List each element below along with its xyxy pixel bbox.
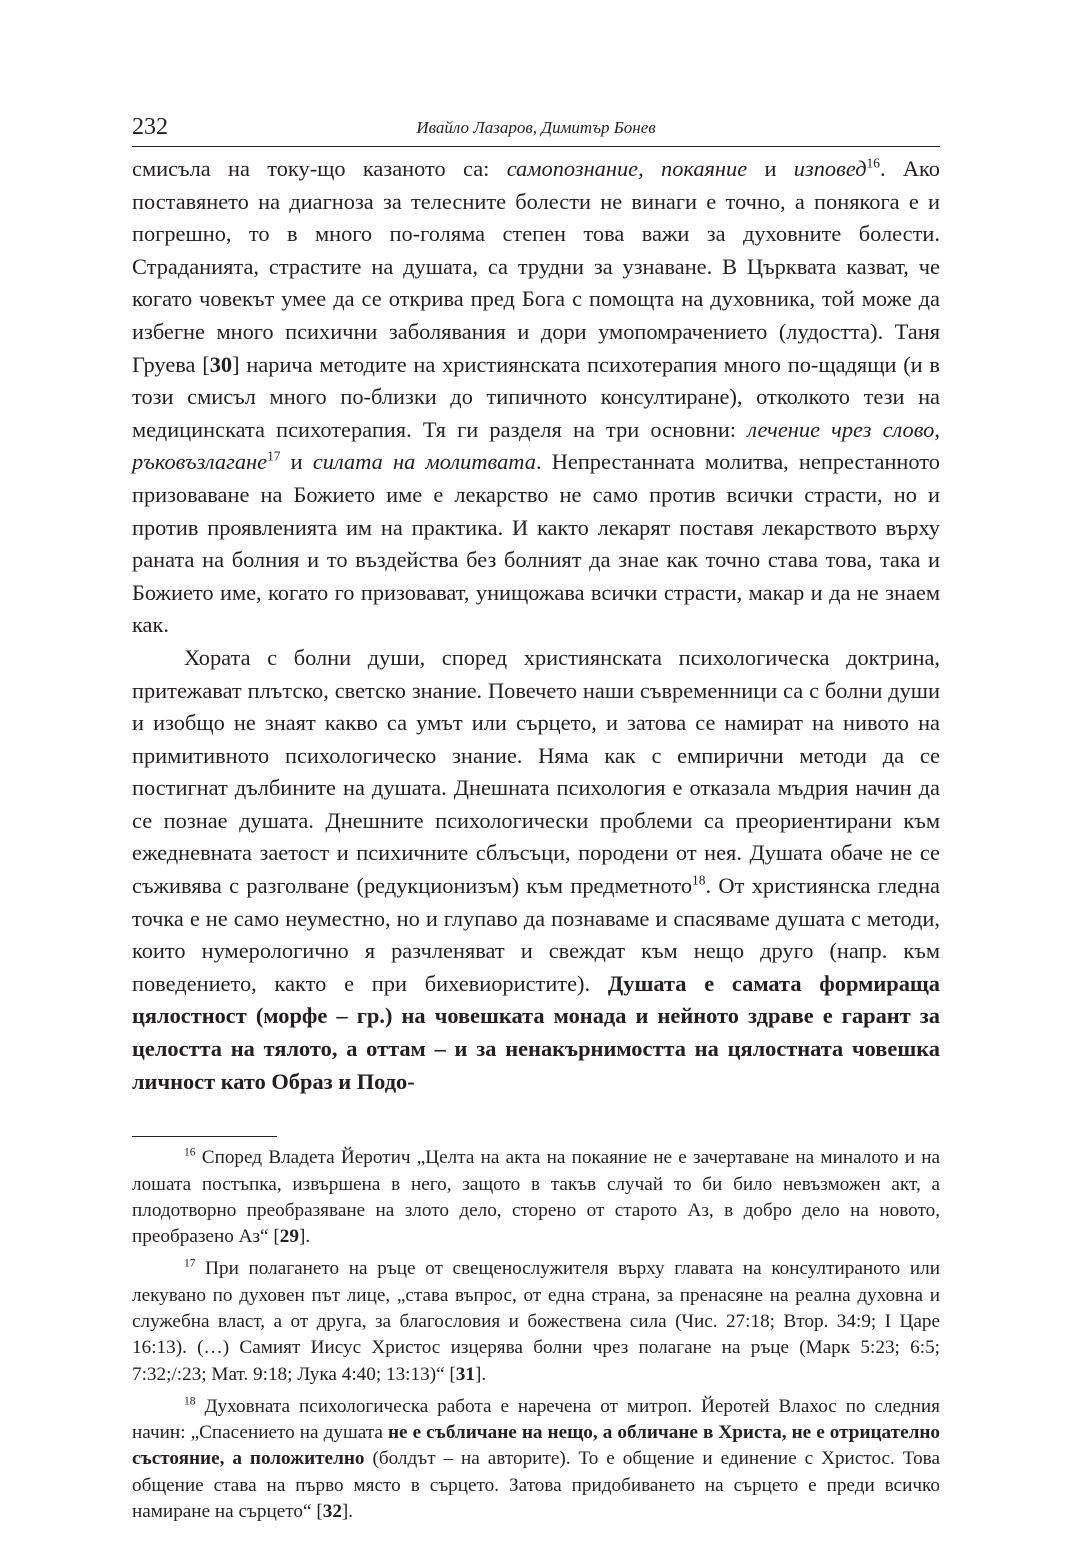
footnote-marker[interactable]: 18 [692, 872, 706, 888]
emphasis: лечение чрез слово [747, 416, 935, 442]
footnotes [132, 1145, 940, 1525]
book-page [132, 112, 940, 1531]
citation-ref: 31 [455, 1363, 475, 1385]
footnote-number: 16 [184, 1146, 196, 1159]
footnote-16: $^{16}$ Според Владета Йеротич „Целта на акта на покаяние не е зачертаване на миналото и на лошата постъпка, извършена в него, защото в такъв случай то би било невъзможен акт, а плодотворно преобразяване на злото дело, сторено от старото Аз, в добро дело на новото, преобразено Аз“ [29]. [132, 1146, 940, 1248]
paragraph-1: смисъла на току-що казаното са: самопознание, покаяние и изповед$^{16}$. Ако поставянето на диагноза за телесните болести не винаги е точно, а понякога е и погрешно, то в много по-голяма степен това важи за духовните болести. Страданията, страстите на душата, са трудни за узнаване. В Църквата казват, че когато човекът умее да се открива пред Бога с помощта на духовника, той може да избегне много психични заболявания и дори умопомрачението (лудостта). Таня Груева [30] нарича методите на християнската психотерапия много по-щадящи (и в този смисъл много по-близки до типичното консултиране), отколкото тези на медицинската психотерапия. Тя ги разделя на три основни: лечение чрез слово, ръковъзлагане$^{17}$ и силата на молитвата. Непрестанната молитва, непрестанното призоваване на Божието име е лекарство не само против всички страсти, но и против проявленията им на практика. И както лекарят поставя лекарството върху раната на болния и то въздейства без болният да знае как точно става това, така и Божието име, когато го призовават, унищожава всички страсти, макар и да не знаем как. [132, 155, 940, 638]
running-title: Ивайло Лазаров, Димитър Бонев [416, 118, 656, 137]
paragraph-2: Хората с болни души, според християнската психологическа доктрина, притежават плътско, светско знание. Повечето наши съвременници са с болни души и изобщо не знаят какво са умът или сърцето, и затова се намират на нивото на примитивното психологическо знание. Няма как с емпирични методи да се постигнат дълбините на душата. Днешната психология е отказала мъдрия начин да се познае душата. Днешните психологически проблеми са преориентирани към ежедневната заетост и психичните сблъсъци, породени от нея. Душата обаче не се съживява с разголване (редукционизъм) към предметното$^{18}$. От християнска гледна точка е не само неуместно, но и глупаво да познаваме и спасяваме душата с методи, които нумерологично я разчленяват и свеждат към нещо друго (напр. към поведението, както е при бихевиористите). Душата е самата формираща цялостност (морфе – гр.) на човешката монада и нейното здраве е гарант за целостта на тялото, а оттам – и за ненакърнимостта на цялостната човешка личност като Образ и Подо- [132, 644, 940, 1094]
bold-emphasis: Душата е самата формираща цялостност (морфе – гр.) на човешката монада и нейното здраве е гарант за целостта на тялото, а оттам – и за ненакърнимостта на цялостната човешка личност като Образ и Подо- [132, 970, 940, 1094]
footnote-marker[interactable]: 16 [866, 155, 880, 171]
citation-ref: 32 [322, 1501, 342, 1523]
footnote-number: 18 [184, 1395, 196, 1408]
footnote-number: 17 [184, 1257, 196, 1270]
emphasis: самопознание, покаяние [506, 156, 748, 181]
header-rule [132, 146, 940, 147]
page-number: 232 [132, 114, 168, 140]
footnote-18: $^{18}$ Духовната психологическа работа е наречена от митроп. Йеротей Влахос по следния начин: „Спасението на душата не е събличане на нещо, а обличане в Христа, не е отрицателно състояние, а положително (болдът – на авторите). То е общение и единение с Христос. Това общение става на първо място в сърцето. Затова придобиването на сърцето е преди всичко намиране на сърцето“ [32]. [132, 1395, 941, 1523]
emphasis: ръковъзлагане [132, 449, 268, 475]
main-text [132, 153, 940, 1098]
footnote-marker[interactable]: 17 [267, 448, 281, 464]
footnote-separator [132, 1136, 277, 1137]
bold-emphasis: не е събличане на нещо, а обличане в Христа, не е отрицателно състояние, а положително [132, 1422, 941, 1470]
footnote-17: $^{17}$ При полагането на ръце от свещенослужителя върху главата на консултираното или лекувано по духовен път лице, „става въпрос, от една страна, за пренасяне на реална духовна и служебна власт, а от друга, за благословия и божествена сила (Чис. 27:18; Втор. 34:9; I Царе 16:13). (…) Самият Иисус Христос изцерява болни чрез полагане на ръце (Марк 5:23; 6:5; 7:32;/:23; Мат. 9:18; Лука 4:40; 13:13)“ [31]. [132, 1257, 940, 1385]
citation-ref: 30 [209, 351, 233, 377]
citation-ref: 29 [279, 1226, 299, 1248]
emphasis: силата на молитвата [312, 449, 536, 475]
running-header [132, 112, 940, 146]
emphasis: изповед [793, 156, 867, 181]
